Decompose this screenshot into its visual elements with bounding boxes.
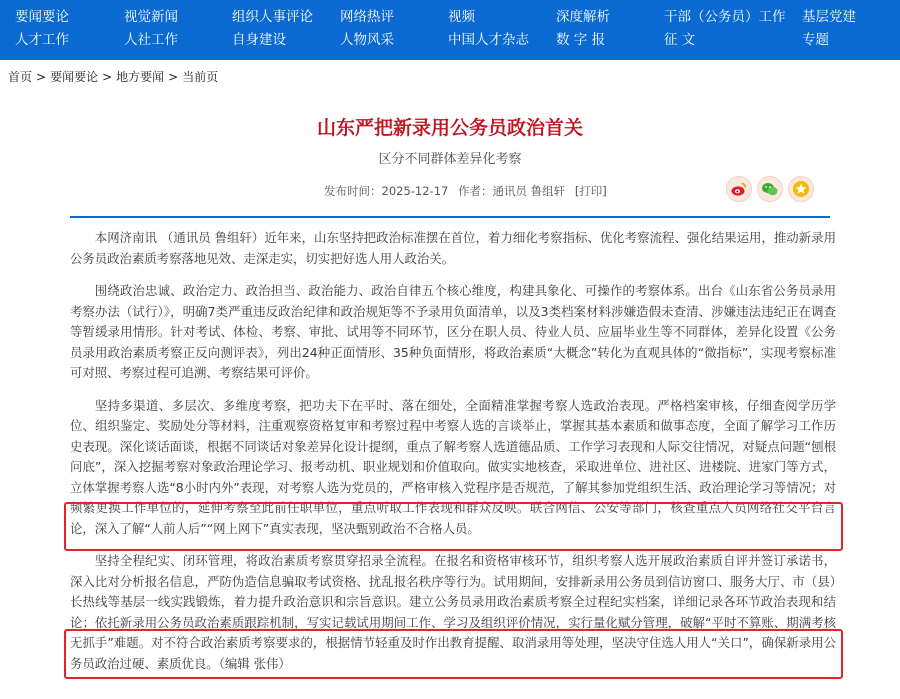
- article-meta: [324, 183, 613, 199]
- favorite-icon[interactable]: [788, 176, 814, 202]
- breadcrumb-current: 当前页: [182, 70, 219, 84]
- nav-item[interactable]: 要闻要论: [15, 9, 69, 25]
- article-title: 山东严把新录用公务员政治首关: [316, 117, 583, 139]
- top-navigation: [0, 0, 900, 60]
- nav-item[interactable]: 人社工作: [124, 32, 178, 48]
- breadcrumb-link[interactable]: 要闻要论: [50, 70, 99, 84]
- breadcrumb-separator: >: [102, 70, 113, 84]
- print-link[interactable]: [打印]: [574, 184, 607, 198]
- nav-item[interactable]: 组织人事评论: [232, 9, 313, 25]
- nav-item[interactable]: 人物风采: [340, 32, 394, 48]
- nav-item[interactable]: 视频: [448, 9, 475, 25]
- article-paragraph: 围绕政治忠诚、政治定力、政治担当、政治能力、政治自律五个核心维度，构建具象化、可操作的考察体系。出台《山东省公务员录用考察办法（试行）》，明确7类严重违反政治纪律和政治规矩等不予录用负面清单，以及3类档案材料涉嫌造假未查清、涉嫌违法违纪正在调查等暂缓录用情形。针对考试、体检、考察、审批、试用等不同环节，区分在职人员、待业人员、应届毕业生等不同群体，差异化设置《公务员录用政治素质考察正反向测评表》，列出24种正面情形、35种负面情形，将政治素质“大概念”转化为直观具体的“微指标”，实现考察标准可对照、考察过程可追溯、考察结果可评价。: [70, 283, 836, 380]
- nav-item[interactable]: 自身建设: [232, 32, 286, 48]
- nav-item[interactable]: 干部（公务员）工作: [664, 9, 786, 25]
- nav-item[interactable]: 基层党建: [802, 9, 856, 25]
- nav-item[interactable]: 人才工作: [15, 32, 69, 48]
- title-divider: [70, 216, 830, 218]
- article-paragraph: 坚持全程纪实、闭环管理，将政治素质考察贯穿招录全流程。在报名和资格审核环节，组织考察人选开展政治素质自评并签订承诺书，深入比对分析报名信息，严防伪造信息骗取考试资格、扰乱报名秩序等行为。试用期间，安排新录用公务员到信访窗口、服务大厅、市（县）长热线等基层一线实践锻炼，着力提升政治意识和宗旨意识。建立公务员录用政治素质考察全过程纪实档案，详细记录各环节政治表现和结论；依托新录用公务员政治素质跟踪机制，写实记载试用期间工作、学习及组织评价情况，实行量化赋分管理，破解“平时不算账、期满考核无抓手”难题。对不符合政治素质考察要求的，根据情节轻重及时作出教育提醒、取消录用等处理，坚决守住选人用人“关口”，确保新录用公务员政治过硬、素质优良。（编辑 张伟）: [70, 553, 836, 671]
- weibo-icon[interactable]: [726, 176, 752, 202]
- article-author: 作者：通讯员 鲁组轩: [458, 184, 566, 198]
- breadcrumb-separator: >: [168, 70, 179, 84]
- nav-item[interactable]: 网络热评: [340, 9, 394, 25]
- breadcrumb-separator: >: [36, 70, 47, 84]
- article-subtitle: 区分不同群体差异化考察: [378, 152, 522, 167]
- nav-item[interactable]: 数 字 报: [556, 32, 606, 48]
- nav-item[interactable]: 深度解析: [556, 9, 610, 25]
- breadcrumb: [8, 68, 218, 85]
- nav-item[interactable]: 视觉新闻: [124, 9, 178, 25]
- article-paragraph: 本网济南讯 （通讯员 鲁组轩）近年来，山东坚持把政治标准摆在首位，着力细化考察指标、优化考察流程、强化结果运用，推动新录用公务员政治素质考察落地见效、走深走实，切实把好选人用人政治关。: [70, 230, 836, 266]
- breadcrumb-home-link[interactable]: 首页: [8, 70, 33, 84]
- publish-date: 发布时间：2025-12-17: [324, 184, 449, 198]
- breadcrumb-link[interactable]: 地方要闻: [116, 70, 165, 84]
- wechat-icon[interactable]: [757, 176, 783, 202]
- nav-item[interactable]: 中国人才杂志: [448, 32, 529, 48]
- article-paragraph: 坚持多渠道、多层次、多维度考察，把功夫下在平时、落在细处，全面精准掌握考察人选政治表现。严格档案审核，仔细查阅学历学位、组织鉴定、奖励处分等材料，注重观察资格复审和考察过程中考察人选的言谈举止，掌握其基本素质和做事态度，全面了解学习工作历史表现。深化谈话面谈，根据不同谈话对象差异化设计提纲，重点了解考察人选道德品质、工作学习表现和人际交往情况，对疑点问题“刨根问底”，深入挖掘考察对象政治理论学习、报考动机、职业规划和价值取向。做实实地核查，采取进单位、进社区、进楼院、进家门等方式，立体掌握考察人选“8小时内外”表现，对考察人选为党员的，严格审核入党程序是否规范，了解其参加党组织生活、政治理论学习等情况；对频繁更换工作单位的，延伸考察至此前任职单位，重点听取工作表现和群众反映。联合网信、公安等部门，核查重点人员网络社交平台言论，深入了解“人前人后”“网上网下”真实表现，坚决甄别政治不合格人员。: [70, 397, 836, 536]
- article-body: [70, 228, 836, 686]
- nav-item[interactable]: 征 文: [664, 32, 696, 48]
- nav-item[interactable]: 专题: [802, 32, 829, 48]
